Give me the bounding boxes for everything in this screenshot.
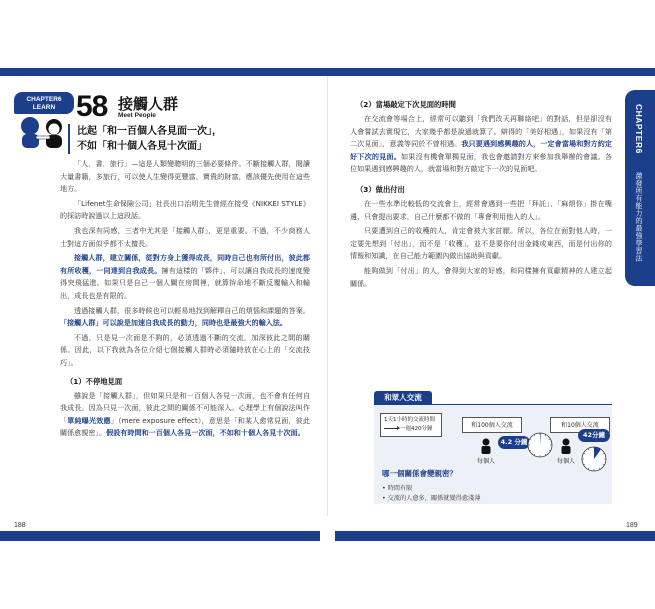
chapter-learn-badge [14,92,74,114]
bottom-band-left [0,531,320,541]
tip-bullet: • 時間有限 [382,485,413,492]
tip-box-title: 和眾人交流 [374,391,432,405]
body-text: 「Lifenet生命保險公司」社長出口治明先生曾經在接受《NIKKEI STYLE》的採訪時說過以上這段話。 [60,198,310,221]
value-badge-10: 42分鐘 [578,429,610,442]
per-person-label: 每個人 [476,458,495,465]
body-paragraph [60,158,310,196]
side-chapter-desc: 激發所有能力的最強學習法 [635,172,643,262]
section-paragraph [60,390,310,440]
body-text: 在交流會等場合上，經常可以聽到「我們改天再聯絡吧」的對話，但是卻沒有人會嘗試去實現它，大家幾乎都是說過就算了。辯得的「美好相遇」，如果沒有「第二次見面」，意義等同於不曾相遇。 [350,114,612,149]
body-paragraph: 只要遭到自己的收穫的人，肯定會被大家討厭。所以，各位在面對他人時，一定要先想到「付出」，而不是「收穫」，並不是要你付出金錢或東西，而是付出你的情報和知識，在自己能力範圍內做出協助與貢獻。 [350,226,612,261]
body-text: 「人．書．旅行」—這是人類變聰明的三個必要條件。不斷接觸人群，閱讀大量書籍，多旅行，可以使人生變得更豐富，寶貴的財富，應該優先使用在這些地方。 [60,159,310,194]
lesson-number: 58 [76,90,108,123]
chapter-side-tab [625,90,655,286]
tip-bullet-text: 時間有限 [387,485,413,492]
body-text: 擁有這樣的「夥伴」，可以讓自我成長的速度變得突飛猛進。如果只是自己一個人關在房間裡，就算拚命地不斷反覆輸入和輸出，成長也是有限的。 [60,265,310,300]
right-body-text [350,100,612,292]
person-icon [480,438,492,454]
section-heading: （1）不停地見面 [66,376,123,386]
tip-box [374,404,612,504]
mascot-illustration [16,114,74,148]
page-number-left: 188 [14,522,26,529]
person-icon [560,438,572,454]
body-paragraph: 能夠做到「付出」的人，會得到大家的好感，和同樣擁有貢獻精神的人建立起關係。 [350,265,612,288]
tagline-line: 比起「和一百個人各見面一次」， [77,126,222,137]
highlight-text: 接觸人群，建立關係，從對方身上獲得成長，同時自己也有所付出，彼此都有所收穫，一同達到自我成長。 [60,253,310,275]
section-heading: （3）做出付出 [356,184,405,194]
highlight-text: 單純曝光效應 [67,415,111,425]
case-label-100: 和100個人交流 [462,417,522,433]
legend-line: 一週420分鐘 [400,426,433,432]
side-chapter-label: CHAPTER6 [634,104,644,154]
body-text: 透過接觸人群，很多時候也可以輕易地找到解釋自己的煩惱和課題的答案。 [74,305,310,315]
body-text: 」（mere exposure effect），意思是「和某人愈常見面，彼此關係愈親密」。 [60,415,311,438]
section-heading: （2）當場敲定下次見面的時間 [356,100,456,109]
section-paragraph [350,113,612,176]
body-paragraph [60,198,310,223]
top-color-band [0,68,655,76]
tip-bullet: • 交流的人愈多，關係就變得愈淺薄 [382,495,481,502]
tagline-line: 不如「和十個人各見十次面」 [77,141,207,152]
body-text: 雖說是「接觸人群」，但如果只是和一百個人各見一次面，也不會有任何自我成長。因為只見一次面，彼此之間的關係不可能深入。心理學上有個說法叫作「 [60,390,310,425]
chapter-label: CHAPTER6 [26,96,62,103]
lesson-subtitle-en: Meet People [118,112,156,119]
lesson-tagline [68,124,308,154]
tip-bullet-text: 交流的人愈多，關係就變得愈淺薄 [387,495,481,502]
page-gutter [327,76,328,516]
body-paragraph [60,225,310,250]
lesson-title: 接觸人群 [118,95,179,113]
value-badge-100: 4.2 分鐘 [498,436,530,449]
body-text: 如果沒有機會單獨見面，我也會邀請對方來參加我舉辦的會議。各位如果遇到感興趣的人，就當場和對方敲定下一次的見面吧。 [350,151,613,174]
per-person-label: 每個人 [556,458,575,465]
body-text: 不過，只是見一次面是不夠的，必須透過不斷的交流，加深彼此之間的關係。因此，以下我就為各位介紹七個接觸人群時必須隨時放在心上的「交流技巧」。 [60,332,310,367]
time-legend [380,413,442,437]
body-paragraph: 在一些水準比較低的交流會上，經常會遇到一些把「拜託」、「麻煩你」掛在嘴邊，只會提出要求，自己什麼都不做的「專會利用他人的人」。 [350,198,612,221]
highlight-text: 「接觸人群」可以說是加速自我成長的動力，同時也是最強大的輸入法。 [60,318,287,328]
legend-line: 1天1小時的交流時間 [384,417,435,423]
body-paragraph [60,305,310,330]
body-paragraph [60,252,310,302]
page-number-right: 189 [626,522,638,529]
highlight-text: 我只要遇到感興趣的人，一定會當場和對方約定好下次的見面。 [350,139,613,161]
arrow-icon [384,428,398,429]
case-label-10: 和10個人交流 [550,417,610,433]
time-share-chart-100 [526,431,554,459]
time-share-chart-10 [580,445,608,473]
left-body-text [60,158,310,442]
body-text: 我也深有同感，三者中尤其是「接觸人群」，更是重要。不過，不少商務人士對這方面似乎都不太擅長。 [60,225,310,248]
body-paragraph [60,332,310,370]
tip-question: 哪一個關係會變親密？ [382,469,457,478]
highlight-text: 假設有時間和一百個人各見一次面，不如和十個人各見十次面。 [106,428,305,438]
bottom-band-right [335,531,655,541]
learn-label: LEARN [32,103,56,111]
